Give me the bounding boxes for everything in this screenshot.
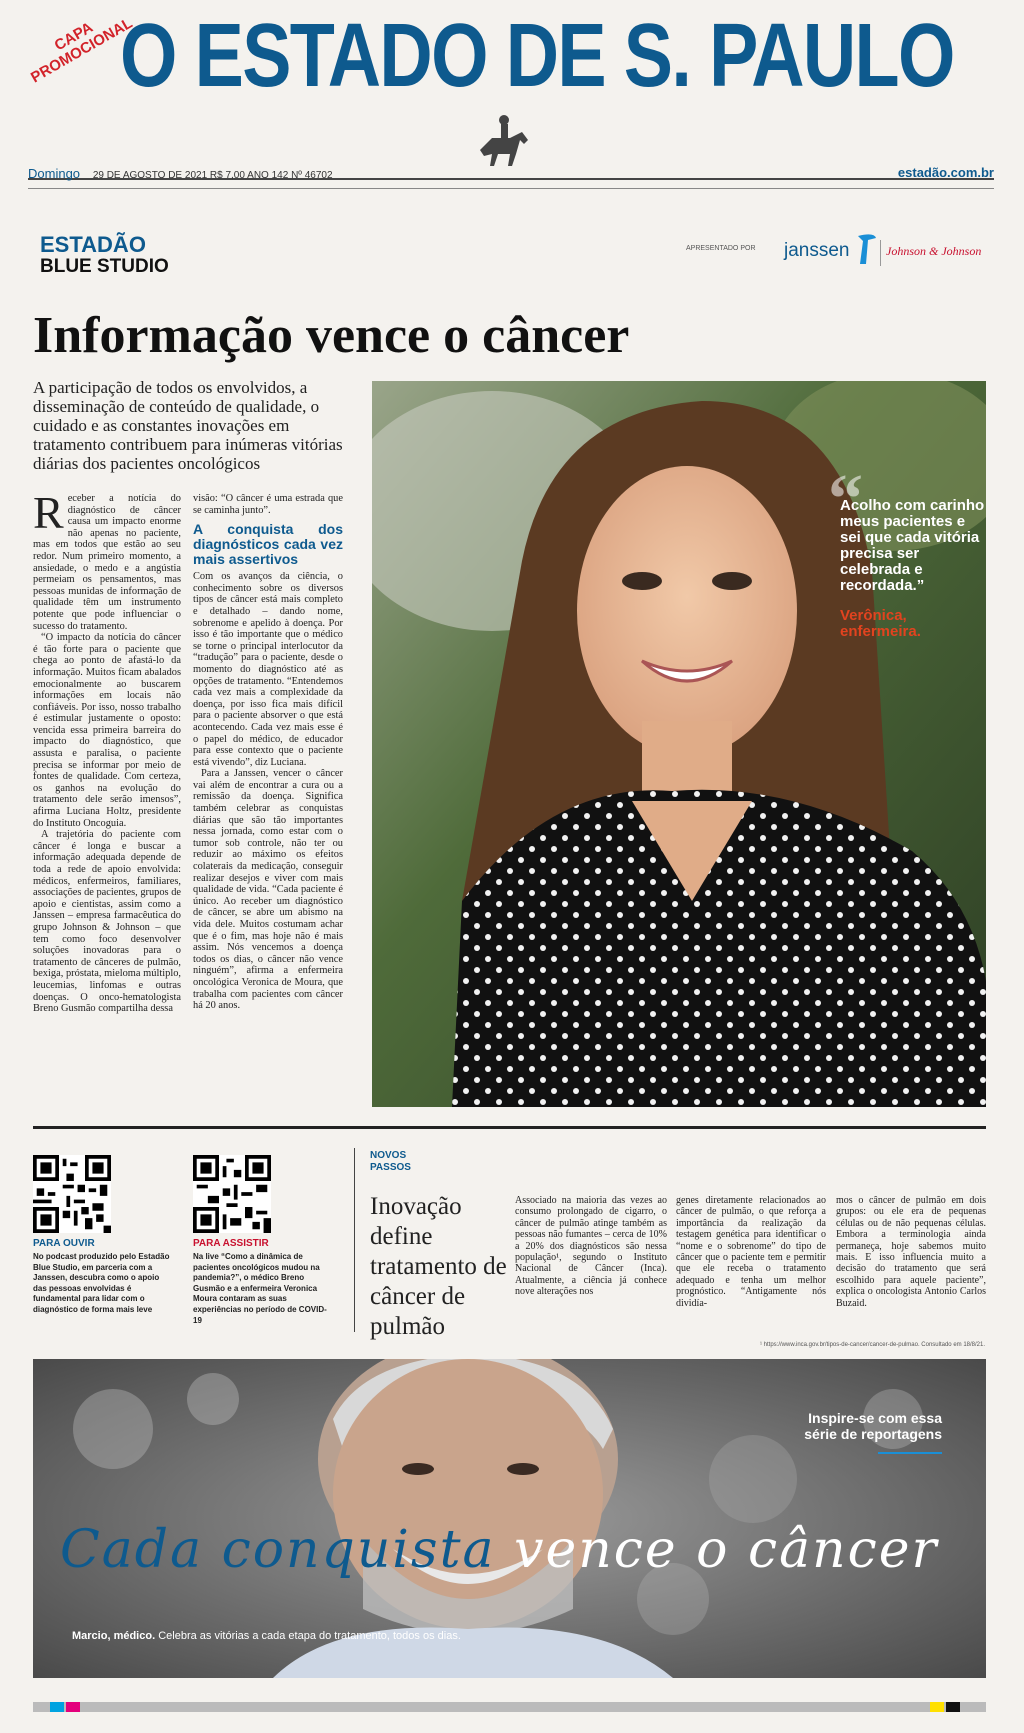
side-column-3: mos o câncer de pulmão em dois grupos: ou ele era de pequenas células ou de não pequenas células. Embora a terminologia ainda permaneça, hoje sabemos muito mais. E isso influencia muito a decisão do tratamento que será escolhido para aquele paciente”, explica o oncologista Antonio Carlos Buzaid. xyxy=(836,1195,986,1309)
side-kicker: NOVOS PASSOS xyxy=(370,1150,411,1173)
headline: Informação vence o câncer xyxy=(33,307,630,364)
listen-label: PARA OUVIR xyxy=(33,1238,95,1249)
site-link[interactable]: estadão.com.br xyxy=(897,165,994,180)
dateline xyxy=(28,166,333,181)
deck: A participação de todos os envolvidos, a disseminação de conteúdo de qualidade, o cuidado e as constantes inovações em tratamento contribuem para inúmeras vitórias diárias dos pacientes oncológicos xyxy=(33,378,343,473)
color-swatch-magenta xyxy=(66,1702,80,1712)
promo-stamp: CAPA PROMOCIONAL xyxy=(28,14,136,87)
janssen-logo: janssen xyxy=(784,240,850,261)
banner-slogan xyxy=(60,1520,938,1580)
caption-text: Celebra as vitórias a cada etapa do tratamento, todos os dias. xyxy=(158,1630,461,1642)
horseman-logo-icon xyxy=(470,110,540,168)
listen-text: No podcast produzido pelo Estadão Blue Studio, em parceria com a Janssen, descubra como o apoio das pessoas envolvidas é fundamental para lidar com o diagnóstico de forma mais leve xyxy=(33,1252,170,1314)
qr-code-podcast-icon[interactable] xyxy=(33,1155,111,1233)
janssen-mark-icon xyxy=(854,232,878,268)
presented-by: APRESENTADO POR xyxy=(686,245,756,252)
color-swatch-cyan xyxy=(50,1702,64,1712)
quote-mark-icon: “ xyxy=(828,461,863,538)
article-column-1 xyxy=(33,487,182,1015)
color-swatch-yellow xyxy=(930,1702,944,1712)
column-divider xyxy=(354,1148,355,1332)
caption-name: Marcio, médico. xyxy=(72,1630,156,1642)
qr-code-live-icon[interactable] xyxy=(193,1155,271,1233)
watch-label: PARA ASSISTIR xyxy=(193,1238,269,1249)
dateline-info: 29 DE AGOSTO DE 2021 R$ 7,00 ANO 142 Nº 46702 xyxy=(92,170,333,181)
print-color-bar xyxy=(33,1702,986,1712)
watch-text: Na live “Como a dinâmica de pacientes oncológicos mudou na pandemia?”, o médico Breno Gusmão e a enfermeira Veronica Moura contaram as suas experiências no período de COVID-19 xyxy=(193,1252,327,1325)
col1-para-1: eceber a notícia do diagnóstico de câncer causa um impacto enorme não apenas no paciente, mas em todos que estão ao seu redor. Num primeiro momento, a ansiedade, o medo e a angústia permeiam os pensamentos, mas pessoas munidas de informação de qualidade têm um instrumento potente que pode influenciar o sucesso do tratamento. xyxy=(33,493,181,632)
studio-line1: ESTADÃO xyxy=(40,232,146,257)
subhead: A conquista dos diagnósticos cada vez mais assertivos xyxy=(193,521,343,568)
dropcap: R xyxy=(33,487,64,538)
banner-inspire: Inspire-se com essa série de reportagens xyxy=(804,1410,942,1442)
pull-quote-author: Verônica, enfermeira. xyxy=(840,607,921,640)
portrait-photo-veronica xyxy=(372,381,986,1107)
col2-para-0: visão: “O câncer é uma estrada que se caminha junto”. xyxy=(193,493,343,516)
side-headline: Inovação define tratamento de câncer de pulmão xyxy=(370,1193,507,1340)
brand-divider xyxy=(880,240,881,266)
side-footnote: ¹ https://www.inca.gov.br/tipos-de-cancer/cancer-de-pulmao. Consultado em 18/8/21. xyxy=(760,1342,985,1348)
slogan-part-blue: Cada conquista xyxy=(60,1520,496,1580)
masthead-rule-thin xyxy=(28,188,994,189)
section-divider xyxy=(33,1126,986,1129)
pull-quote xyxy=(840,498,990,640)
article-column-2 xyxy=(193,493,343,1012)
side-column-2: genes diretamente relacionados ao câncer de pulmão, o que reforça a importância da realização da testagem genética para identificar o “nome e o sobrenome” do tipo de câncer que o paciente tem e permitir que ele receba o tratamento adequado e tenha um melhor prognóstico. “Antigamente nós dividía- xyxy=(676,1195,826,1309)
pull-quote-text: Acolho com carinho meus pacientes e sei que cada vitória precisa ser celebrada e recordada.” xyxy=(840,497,985,594)
banner-accent-line xyxy=(878,1452,942,1454)
dateline-day: Domingo xyxy=(28,166,81,181)
newspaper-masthead: O ESTADO DE S. PAULO xyxy=(120,6,954,106)
col2-para-1: Com os avanços da ciência, o conhecimento sobre os diversos tipos de câncer está mais completo e detalhado – dando nome, sobrenome e apelido à doença. Por isso é tão importante que o médico se torne o principal interlocutor da “tradução” para o paciente, desde o momento do diagnóstico até as opções de tratamento. “Entendemos cada vez mais a complexidade da doença, por isso fica mais difícil para o paciente absorver o que está acontecendo. Cada vez mais esse é o papel do médico, de educador para esse contexto que o paciente está vivendo”, diz Luciana. xyxy=(193,571,343,768)
col2-para-2: Para a Janssen, vencer o câncer vai além de encontrar a cura ou a remissão da doença. Significa também celebrar as conquistas diárias que são tão importantes nessa jornada, como estar com o tumor sob controle, não ter ou reduzir ao máximo os efeitos colaterais da medicação, conseguir realizar desejos e viver com mais qualidade de vida. “Cada paciente é único. Ao receber um diagnóstico de câncer, se abre um abismo na vida dele. Muitos costumam achar que é o fim, mas hoje não é mais assim. Nós vencemos a doença todos os dias, o câncer não vence ninguém”, afirma a enfermeira oncológica Veronica de Moura, que trabalha com pacientes com câncer há 20 anos. xyxy=(193,768,343,1012)
slogan-part-white: vence o câncer xyxy=(514,1520,939,1580)
banner-caption xyxy=(72,1630,461,1642)
studio-line2: BLUE STUDIO xyxy=(40,256,169,277)
side-column-1: Associado na maioria das vezes ao consumo prolongado de cigarro, o câncer de pulmão atinge também as pessoas não fumantes – cerca de 10% a 20% dos diagnósticos são nessa população¹, segundo o Instituto Nacional de Câncer (Inca). Atualmente, a ciência já conhece nove alterações nos xyxy=(515,1195,667,1298)
col1-para-2: “O impacto da notícia do câncer é tão forte para o paciente que chega ao ponto de afastá-lo da informação. Muitos ficam abalados emocionalmente ao buscarem informações em locais não confiáveis. Por isso, nosso trabalho é estimular justamente o oposto: vencida essa primeira barreira do impacto do diagnóstico, que assusta e paralisa, o paciente precisa se informar por meio de fontes de qualidade. Com certeza, os ganhos na evolução do tratamento dele serão imensos”, afirma Luciana Holtz, presidente do Instituto Oncoguia. xyxy=(33,632,181,829)
col1-para-3: A trajetória do paciente com câncer é longa e buscar a informação adequada depende de toda a rede de apoio envolvida: médicos, enfermeiros, familiares, associações de pacientes, grupos de apoio e cientistas, assim como a Janssen – empresa farmacêutica do grupo Johnson & Johnson – que tem como foco desenvolver soluções inovadoras para o tratamento de cânceres de pulmão, bexiga, próstata, mieloma múltiplo, leucemias, linfomas e outras doenças. O onco-hematologista Breno Gusmão compartilha dessa xyxy=(33,829,182,1015)
jj-logo: Johnson & Johnson xyxy=(886,244,982,258)
color-swatch-black xyxy=(946,1702,960,1712)
blue-studio-logo xyxy=(40,234,169,278)
